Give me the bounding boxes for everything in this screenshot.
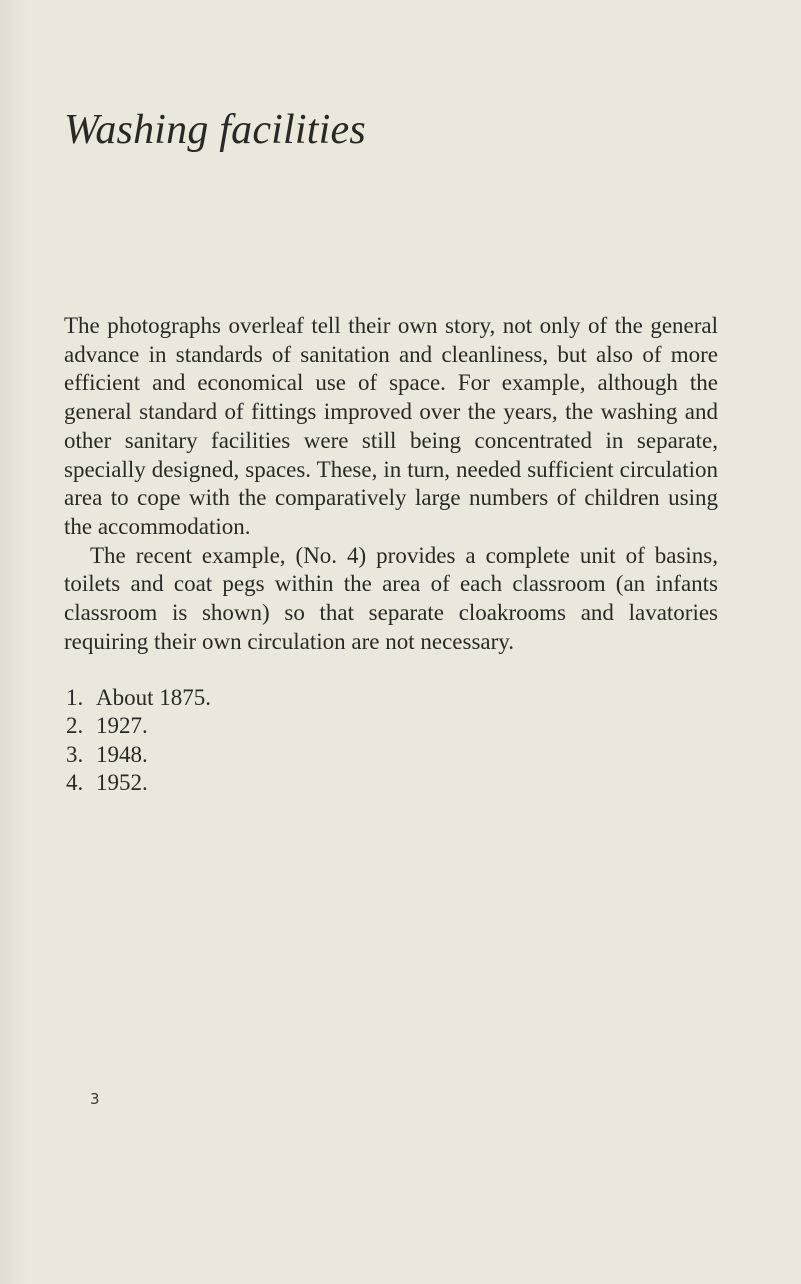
paragraph-2: The recent example, (No. 4) provides a complete unit of basins, toilets and coat pegs within the area of each classroom (an infants classroom is shown) so that separate cloakrooms and lavatories requiring their own circulation are not necessary. xyxy=(64,542,718,654)
page-title: Washing facilities xyxy=(64,107,366,153)
list-item xyxy=(66,712,211,740)
list-item-text: 1948. xyxy=(96,741,148,767)
list-item-number: 1. xyxy=(66,685,84,710)
page-number: 3 xyxy=(90,1090,100,1108)
list-item xyxy=(66,684,211,712)
list-item xyxy=(66,741,211,769)
body-text xyxy=(64,312,718,656)
list-item-text: 1927. xyxy=(96,713,148,739)
list-item-text: 1952. xyxy=(96,770,148,796)
photo-caption-list xyxy=(66,684,211,798)
list-item-text: About 1875. xyxy=(96,685,211,710)
list-item-number: 2. xyxy=(66,713,84,739)
list-item xyxy=(66,769,211,797)
list-item-number: 4. xyxy=(66,770,84,796)
list-item-number: 3. xyxy=(66,741,84,767)
paragraph-1: The photographs overleaf tell their own story, not only of the general advance in standards of sanitation and cleanliness, but also of more efficient and economical use of space. For example, although the general standard of fittings improved over the years, the washing and other sanitary facilities were still being concentrated in separate, specially designed, spaces. These, in turn, needed sufficient circulation area to cope with the comparatively large numbers of children using the accommodation. xyxy=(64,313,718,539)
